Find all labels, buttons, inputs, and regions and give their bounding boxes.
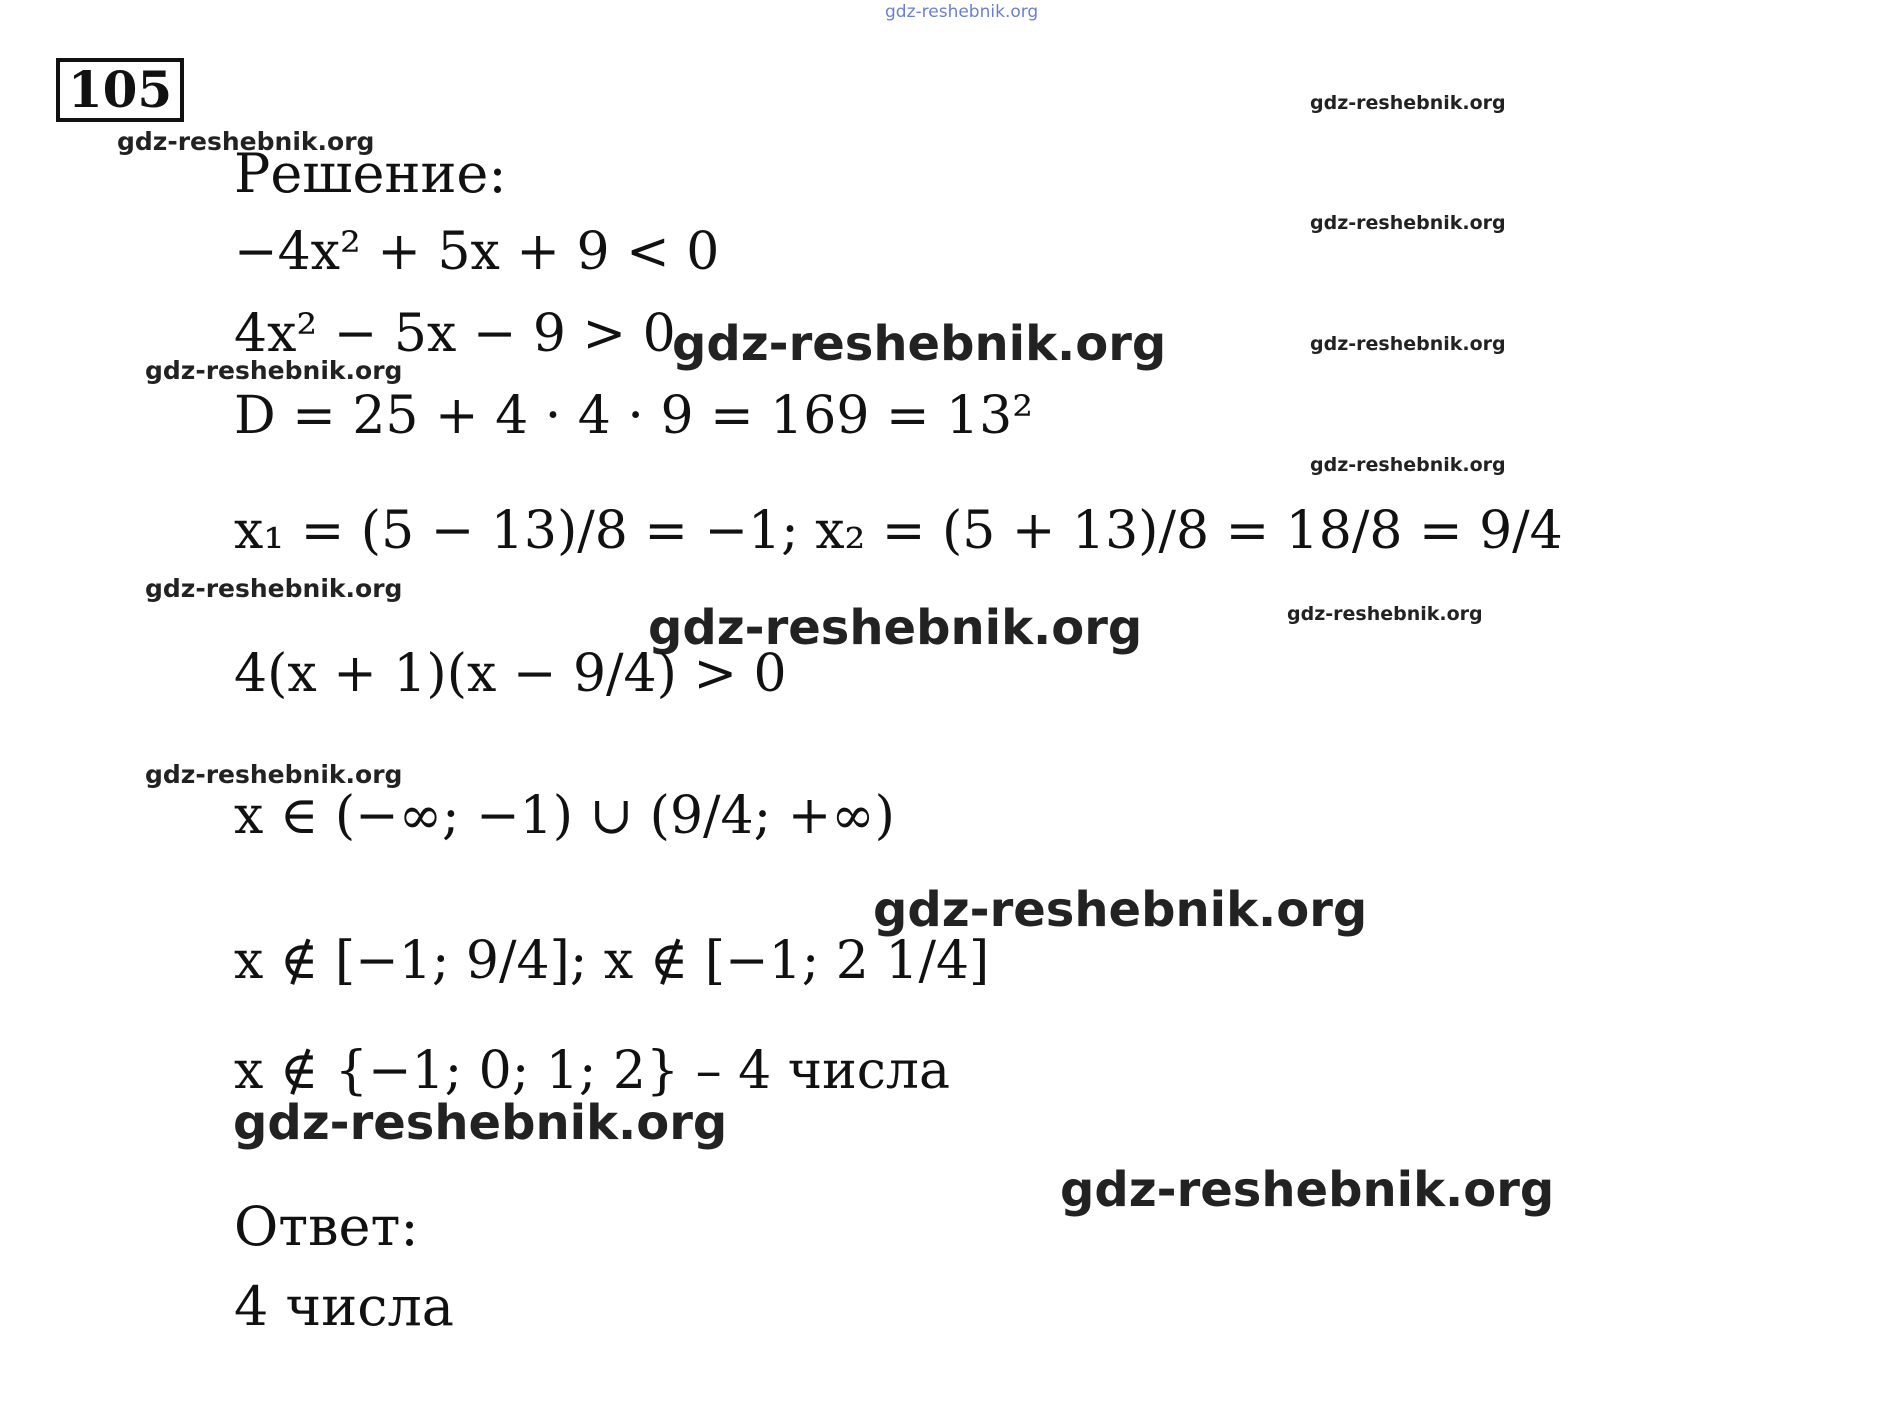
watermark: gdz-reshebnik.org xyxy=(1060,1162,1555,1218)
watermark: gdz-reshebnik.org xyxy=(1310,333,1506,355)
watermark: gdz-reshebnik.org xyxy=(145,760,403,789)
factored-inequality: 4(x + 1)(x − 9/4) > 0 xyxy=(234,644,787,704)
equation-line-1: −4x² + 5x + 9 < 0 xyxy=(234,222,720,282)
roots-line: x₁ = (5 − 13)/8 = −1; x₂ = (5 + 13)/8 = 18/8 = 9/4 xyxy=(234,501,1563,561)
problem-number: 105 xyxy=(56,58,184,122)
watermark-top: gdz-reshebnik.org xyxy=(885,2,1039,22)
watermark: gdz-reshebnik.org xyxy=(145,574,403,603)
answer-value: 4 числа xyxy=(234,1275,454,1338)
equation-line-2: 4x² − 5x − 9 > 0 xyxy=(234,304,676,364)
solution-heading: Решение: xyxy=(234,142,507,205)
answer-heading: Ответ: xyxy=(234,1195,419,1258)
watermark: gdz-reshebnik.org xyxy=(1287,603,1483,625)
watermark: gdz-reshebnik.org xyxy=(1310,454,1506,476)
complement-interval-line: x ∉ [−1; 9/4]; x ∉ [−1; 2 1/4] xyxy=(234,931,990,991)
watermark: gdz-reshebnik.org xyxy=(233,1095,728,1151)
integer-set-line: x ∉ {−1; 0; 1; 2} – 4 числа xyxy=(234,1041,950,1101)
watermark: gdz-reshebnik.org xyxy=(1310,92,1506,114)
watermark: gdz-reshebnik.org xyxy=(145,356,403,385)
solution-set-line: x ∈ (−∞; −1) ∪ (9/4; +∞) xyxy=(234,786,895,846)
watermark: gdz-reshebnik.org xyxy=(672,316,1167,372)
watermark: gdz-reshebnik.org xyxy=(873,882,1368,938)
watermark: gdz-reshebnik.org xyxy=(648,600,1143,656)
discriminant-line: D = 25 + 4 · 4 · 9 = 169 = 13² xyxy=(234,386,1034,446)
watermark: gdz-reshebnik.org xyxy=(117,127,375,156)
watermark: gdz-reshebnik.org xyxy=(1310,212,1506,234)
